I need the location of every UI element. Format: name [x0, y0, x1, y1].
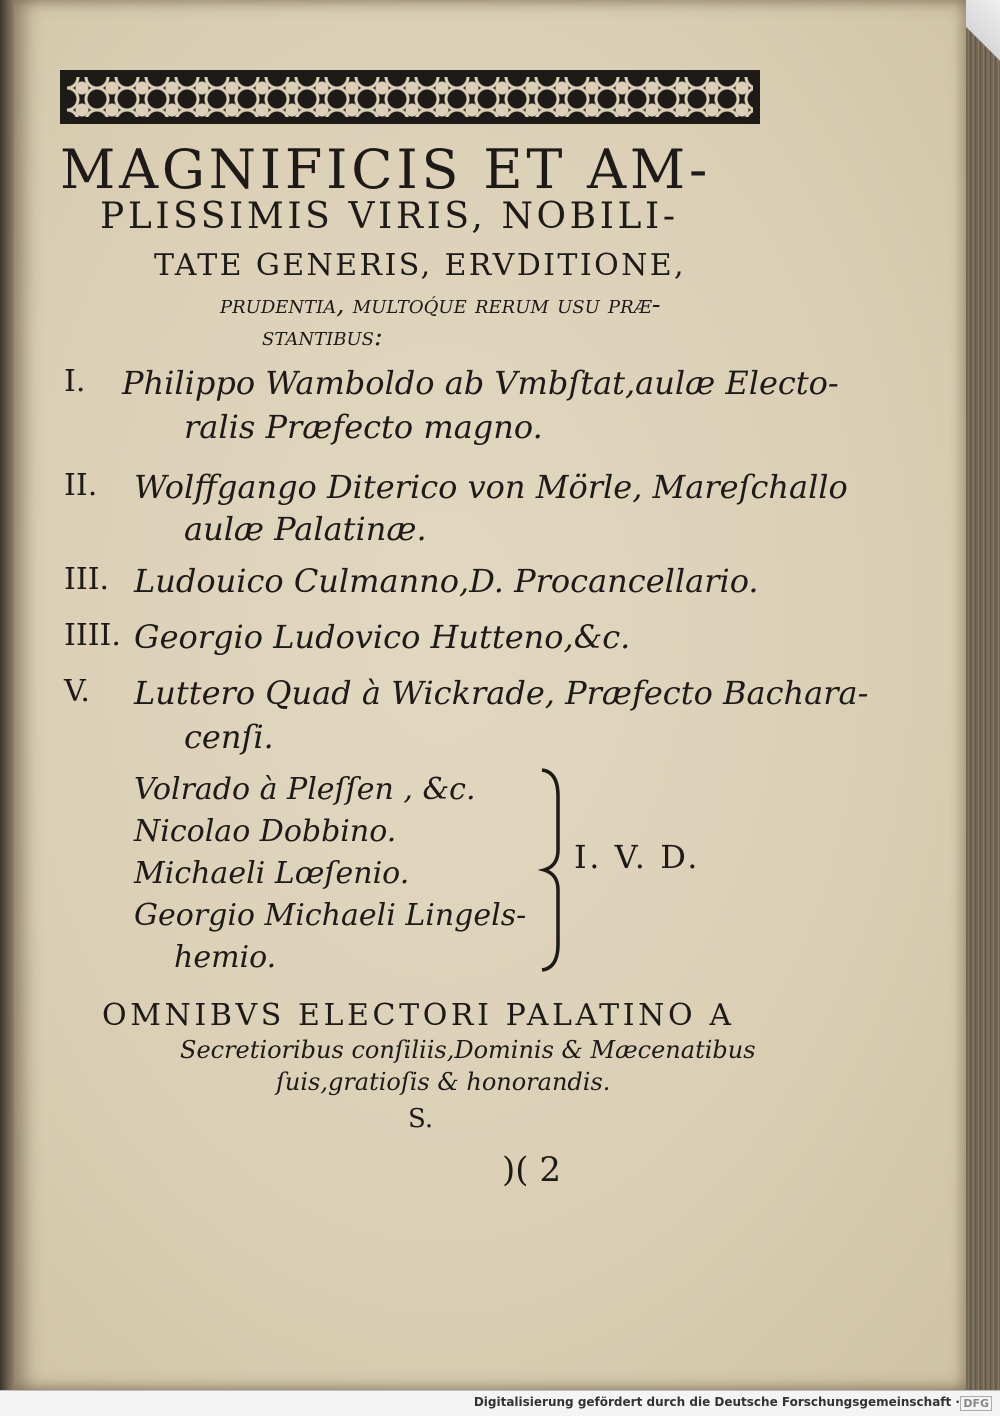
entry-number: I. — [64, 364, 86, 399]
entry-text: Georgio Ludovico Hutteno,&c. — [134, 618, 631, 656]
footer-bar — [0, 1390, 1000, 1416]
dfg-logo-icon: DFG — [960, 1396, 992, 1411]
name-item: Michaeli Lœſenio. — [134, 856, 410, 891]
page-edge — [962, 0, 1000, 1390]
entry-continuation: ralis Præfecto magno. — [184, 408, 543, 446]
entry-text: Luttero Quad à Wickrade, Præfecto Bachara- — [134, 674, 869, 712]
signature-mark: )( 2 — [502, 1150, 561, 1190]
title-line-2: PLISSIMIS VIRIS, NOBILI- — [100, 196, 679, 237]
entry-continuation: cenſi. — [184, 718, 274, 756]
ornament-band — [60, 70, 760, 124]
entry-text: Wolffgango Diterico von Mörle, Mareſchallo — [134, 468, 848, 506]
names-list — [134, 772, 526, 982]
title-line-1: MAGNIFICIS ET AM- — [60, 138, 712, 201]
title-line-4: prudentia, multoq́ue rerum uſu præ- — [220, 290, 661, 320]
name-item: Nicolao Dobbino. — [134, 814, 397, 849]
name-item: hemio. — [174, 940, 277, 975]
footer-text: Digitalisierung gefördert durch die Deutsche Forschungsgemeinschaft · — [473, 1395, 960, 1409]
closing-line-4: S. — [408, 1104, 434, 1134]
entry-number: V. — [64, 674, 90, 709]
entry-text: Ludouico Culmanno,D. Procancellario. — [134, 562, 759, 600]
entry-number: II. — [64, 468, 98, 503]
title-line-5: ſtantibus: — [262, 322, 383, 352]
closing-line-3: ſuis,gratioſis & honorandis. — [276, 1068, 611, 1096]
entry-number: III. — [64, 562, 110, 597]
brace-label: I. V. D. — [574, 838, 701, 876]
entry-text: Philippo Wamboldo ab Vmbſtat,aulæ Electo- — [122, 364, 839, 402]
entry-number: IIII. — [64, 618, 121, 653]
entry-continuation: aulæ Palatinæ. — [184, 510, 427, 548]
closing-line-1: OMNIBVS ELECTORI PALATINO A — [102, 998, 735, 1033]
name-item: Georgio Michaeli Lingels- — [134, 898, 527, 933]
name-item: Volrado à Pleſſen , &c. — [134, 772, 476, 807]
curly-brace — [534, 766, 568, 974]
title-line-3: TATE GENERIS, ERVDITIONE, — [154, 248, 686, 283]
closing-line-2: Secretioribus conſiliis,Dominis & Mæcenatibus — [180, 1036, 756, 1064]
page — [14, 0, 966, 1390]
